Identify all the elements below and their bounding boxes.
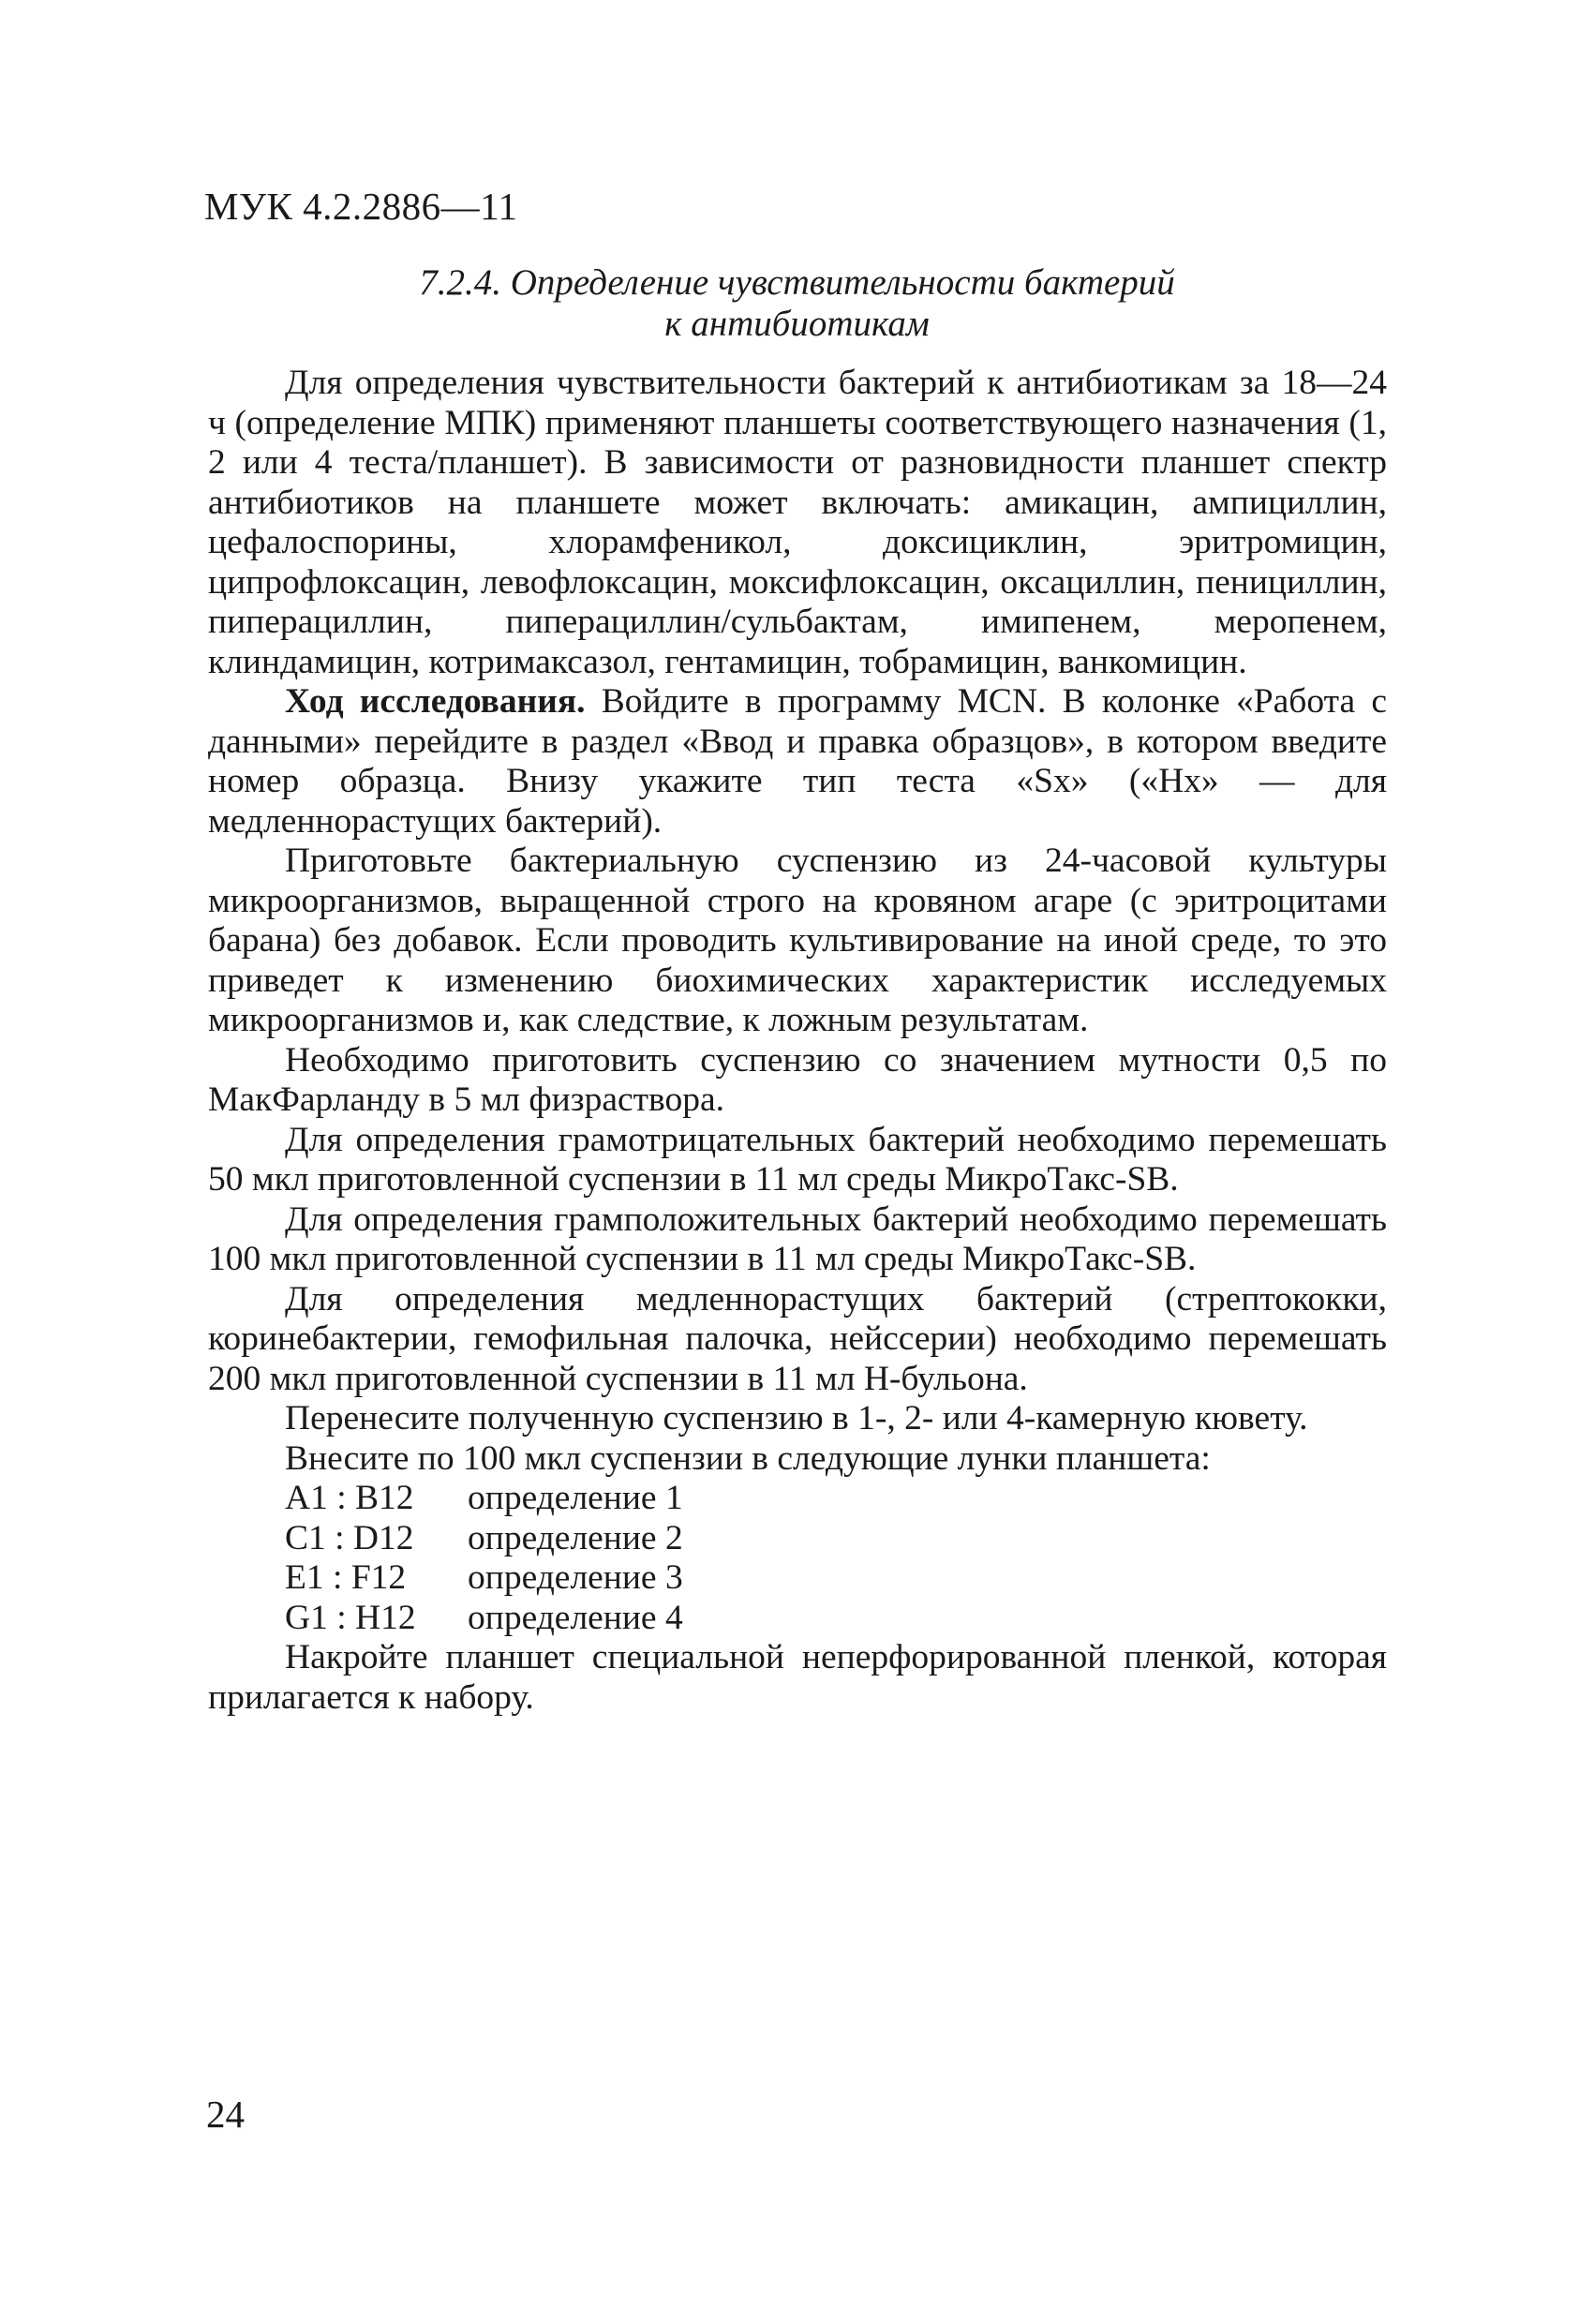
paragraph-antibiotic-spectrum: Для определения чувствительности бактерий к антибиотикам за 18—24 ч (определение МПК) применяют планшеты соответствующего назначения (1, 2 или 4 теста/планшет). В зависимости от разновидности планшет спектр антибиотиков на планшете может включать: амикацин, ампициллин, цефалоспорины, хлорамфеникол, доксициклин, эритромицин, ципрофлоксацин, левофлоксацин, моксифлоксацин, оксациллин, пенициллин, пиперациллин, пиперациллин/сульбактам, имипенем, меропенем, клиндамицин, котримаксазол, гентамицин, тобрамицин, ванкомицин. bbox=[208, 364, 1387, 681]
procedure-text: Войдите в программу MCN. В колонке «Работа с данными» перейдите в раздел «Ввод и правка образцов», в котором введите номер образца. Внизу укажите тип теста «Sx» («Hx» — для медленнорастущих бактерий). bbox=[208, 682, 1387, 841]
wells-label: определение 3 bbox=[468, 1558, 683, 1597]
section-title-line-2: к антибиотикам bbox=[664, 304, 930, 344]
body-text bbox=[208, 364, 1387, 1718]
wells-range: C1 : D12 bbox=[285, 1518, 414, 1557]
paragraph-slow-growing: Для определения медленнорастущих бактерий (стрептококки, коринебактерии, гемофильная палочка, нейссерии) необходимо перемешать 200 мкл приготовленной суспензии в 11 мл Н-бульона. bbox=[208, 1279, 1387, 1398]
wells-range: E1 : F12 bbox=[285, 1558, 407, 1597]
plate-wells-list bbox=[208, 1479, 1387, 1638]
section-title-line-1: 7.2.4. Определение чувствительности бактерий bbox=[419, 262, 1175, 303]
wells-range: G1 : H12 bbox=[285, 1598, 416, 1637]
list-item bbox=[208, 1599, 1387, 1639]
paragraph-gram-positive: Для определения грамположительных бактерий необходимо перемешать 100 мкл приготовленной суспензии в 11 мл среды МикроТакс-SB. bbox=[208, 1199, 1387, 1278]
paragraph-transfer-cuvette: Перенесите полученную суспензию в 1-, 2- или 4-камерную кювету. bbox=[285, 1399, 1308, 1438]
section-title bbox=[204, 262, 1390, 345]
paragraph-gram-negative: Для определения грамотрицательных бактерий необходимо перемешать 50 мкл приготовленной суспензии в 11 мл среды МикроТакс-SB. bbox=[208, 1120, 1387, 1199]
list-item bbox=[208, 1519, 1387, 1559]
procedure-lead: Ход исследования. bbox=[285, 682, 586, 721]
wells-label: определение 1 bbox=[468, 1479, 683, 1517]
page-number: 24 bbox=[206, 2093, 245, 2136]
paragraph-cover-plate: Накройте планшет специальной неперфорированной пленкой, которая прилагается к набору. bbox=[208, 1638, 1387, 1717]
wells-label: определение 2 bbox=[468, 1518, 683, 1557]
wells-range: A1 : B12 bbox=[285, 1479, 414, 1517]
paragraph-turbidity: Необходимо приготовить суспензию со значением мутности 0,5 по МакФарланду в 5 мл физраствора. bbox=[208, 1040, 1387, 1119]
paragraph-suspension-prep: Приготовьте бактериальную суспензию из 24-часовой культуры микроорганизмов, выращенной строго на кровяном агаре (с эритроцитами барана) без добавок. Если проводить культивирование на иной среде, то это приведет к изменению биохимических характеристик исследуемых микроорганизмов и, как следствие, к ложным результатам. bbox=[208, 842, 1387, 1039]
document-code-header: МУК 4.2.2886—11 bbox=[204, 185, 518, 228]
paragraph-plate-wells-intro: Внесите по 100 мкл суспензии в следующие лунки планшета: bbox=[285, 1438, 1211, 1478]
paragraph-procedure bbox=[208, 682, 1387, 842]
list-item bbox=[208, 1479, 1387, 1519]
list-item bbox=[208, 1558, 1387, 1599]
wells-label: определение 4 bbox=[468, 1598, 683, 1637]
